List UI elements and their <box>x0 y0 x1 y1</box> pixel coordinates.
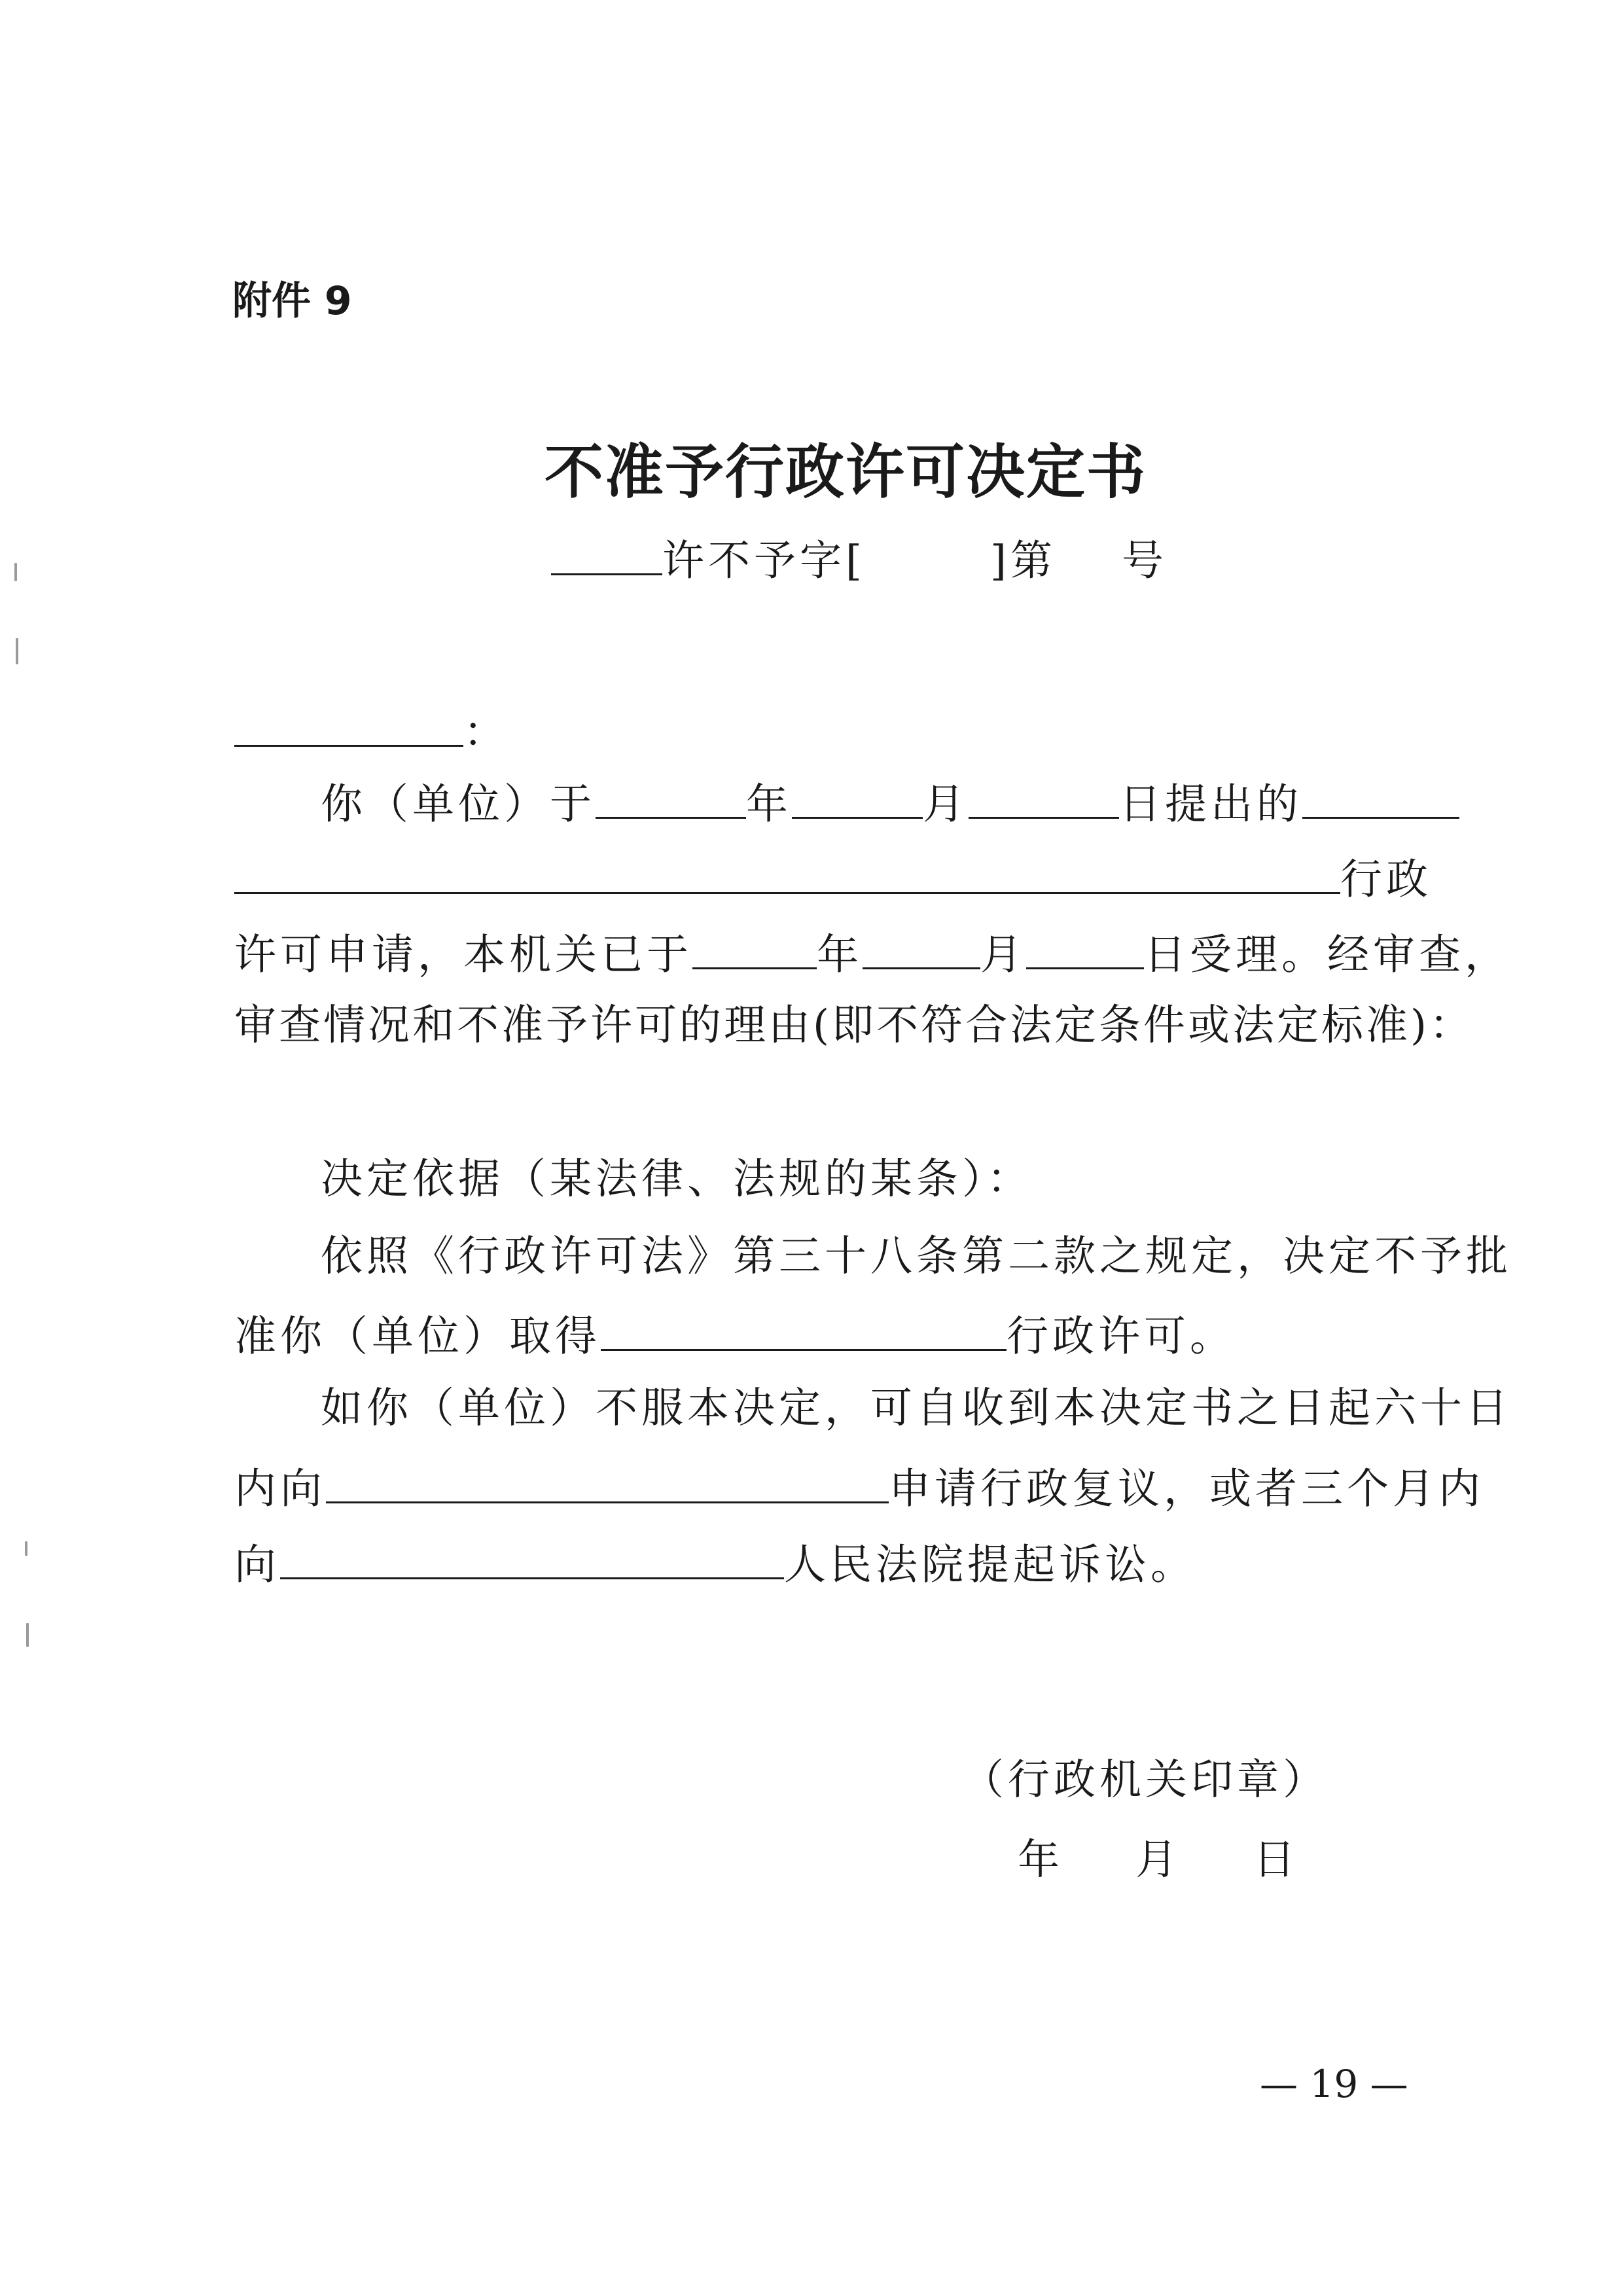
permit-name-blank <box>601 1311 1007 1351</box>
date-line: 年 月 日 <box>1018 1836 1299 1884</box>
addressee-blank <box>234 707 463 747</box>
issuer-blank <box>551 535 662 575</box>
application-name-blank-2 <box>234 854 1340 894</box>
document-number: 许不予字[ ]第 号 <box>551 535 1168 583</box>
scan-mark <box>25 1541 27 1556</box>
apply-year-blank <box>596 779 746 819</box>
application-name-blank-1 <box>1302 779 1459 819</box>
court-name-blank <box>280 1539 784 1579</box>
scan-mark <box>16 638 18 664</box>
accept-year-blank <box>692 929 817 969</box>
decision-basis: 决定依据（某法律、法规的某条）： <box>321 1155 1033 1204</box>
accept-day-blank <box>1026 929 1144 969</box>
scan-mark <box>14 563 17 581</box>
para2-line2: 准你（单位）取得 行政许可。 <box>234 1311 1236 1358</box>
para3-line2: 内向 申请行政复议，或者三个月内 <box>234 1463 1484 1511</box>
attachment-label: 附件 9 <box>232 278 352 324</box>
apply-day-blank <box>969 779 1119 819</box>
para1-line4: 审查情况和不准予许可的理由(即不符合法定条件或法定标准)： <box>234 1001 1474 1050</box>
scan-mark <box>26 1623 29 1647</box>
para3-line3: 向 人民法院提起诉讼。 <box>234 1539 1196 1587</box>
para1-line3: 许可申请，本机关已于 年 月 日受理。经审查， <box>234 929 1510 977</box>
review-authority-blank <box>326 1463 889 1503</box>
addressee-line: ： <box>234 707 509 754</box>
page-number: — 19 — <box>1260 2062 1408 2106</box>
seal-label: （行政机关印章） <box>962 1756 1329 1804</box>
para3-line1: 如你（单位）不服本决定，可自收到本决定书之日起六十日 <box>321 1384 1512 1433</box>
para2-line1: 依照《行政许可法》第三十八条第二款之规定，决定不予批 <box>321 1232 1512 1281</box>
apply-month-blank <box>792 779 923 819</box>
page-title: 不准予行政许可决定书 <box>544 438 1147 507</box>
para1-line1: 你（单位）于 年 月 日提出的 <box>321 779 1459 826</box>
para1-line2: 行政 <box>234 854 1432 901</box>
accept-month-blank <box>863 929 980 969</box>
